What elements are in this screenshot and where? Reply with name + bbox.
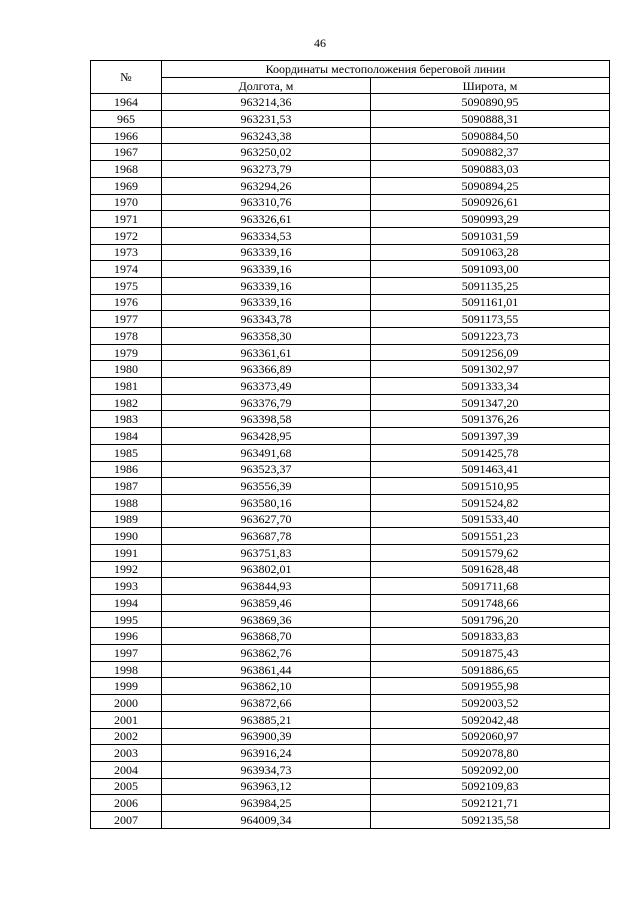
table-row: [91, 378, 610, 395]
cell-latitude: 5090894,25: [371, 177, 610, 194]
header-number: №: [91, 61, 162, 94]
table-row: [91, 661, 610, 678]
cell-number: 2006: [91, 795, 162, 812]
table-row: [91, 294, 610, 311]
cell-longitude: 963580,16: [162, 494, 371, 511]
table-row: [91, 211, 610, 228]
table-header: [91, 61, 610, 94]
cell-latitude: 5091524,82: [371, 494, 610, 511]
table-row: [91, 277, 610, 294]
header-group-coordinates: Координаты местоположения береговой линии: [162, 61, 610, 78]
cell-latitude: 5091628,48: [371, 561, 610, 578]
cell-longitude: 963339,16: [162, 244, 371, 261]
cell-number: 1972: [91, 227, 162, 244]
cell-latitude: 5091302,97: [371, 361, 610, 378]
cell-number: 2005: [91, 778, 162, 795]
cell-longitude: 963859,46: [162, 595, 371, 612]
table-row: [91, 111, 610, 128]
cell-latitude: 5091333,34: [371, 378, 610, 395]
table-row: [91, 127, 610, 144]
cell-longitude: 963885,21: [162, 711, 371, 728]
cell-longitude: 963339,16: [162, 261, 371, 278]
cell-longitude: 963523,37: [162, 461, 371, 478]
table-row: [91, 511, 610, 528]
cell-longitude: 963872,66: [162, 695, 371, 712]
cell-longitude: 963243,38: [162, 127, 371, 144]
cell-number: 1998: [91, 661, 162, 678]
cell-latitude: 5090890,95: [371, 94, 610, 111]
cell-latitude: 5091223,73: [371, 328, 610, 345]
cell-latitude: 5091875,43: [371, 645, 610, 662]
cell-latitude: 5091397,39: [371, 428, 610, 445]
cell-latitude: 5091135,25: [371, 277, 610, 294]
table-row: [91, 244, 610, 261]
table-row: [91, 344, 610, 361]
table-row: [91, 778, 610, 795]
cell-latitude: 5090883,03: [371, 161, 610, 178]
table-row: [91, 695, 610, 712]
header-longitude: Долгота, м: [162, 77, 371, 94]
cell-latitude: 5092078,80: [371, 745, 610, 762]
cell-number: 1981: [91, 378, 162, 395]
table-row: [91, 494, 610, 511]
cell-number: 965: [91, 111, 162, 128]
table-row: [91, 194, 610, 211]
cell-latitude: 5091063,28: [371, 244, 610, 261]
cell-latitude: 5090882,37: [371, 144, 610, 161]
cell-number: 2002: [91, 728, 162, 745]
cell-longitude: 963491,68: [162, 444, 371, 461]
cell-number: 2000: [91, 695, 162, 712]
cell-number: 2003: [91, 745, 162, 762]
cell-latitude: 5091031,59: [371, 227, 610, 244]
table-row: [91, 645, 610, 662]
cell-number: 1969: [91, 177, 162, 194]
cell-longitude: 963376,79: [162, 394, 371, 411]
table-row: [91, 611, 610, 628]
cell-longitude: 963862,76: [162, 645, 371, 662]
table-row: [91, 561, 610, 578]
cell-longitude: 963361,61: [162, 344, 371, 361]
cell-number: 1980: [91, 361, 162, 378]
cell-latitude: 5091463,41: [371, 461, 610, 478]
cell-longitude: 963869,36: [162, 611, 371, 628]
cell-number: 1995: [91, 611, 162, 628]
table-row: [91, 428, 610, 445]
table-row: [91, 678, 610, 695]
cell-longitude: 963214,36: [162, 94, 371, 111]
cell-longitude: 963358,30: [162, 328, 371, 345]
cell-latitude: 5091510,95: [371, 478, 610, 495]
cell-longitude: 963751,83: [162, 544, 371, 561]
cell-number: 1964: [91, 94, 162, 111]
cell-number: 1977: [91, 311, 162, 328]
table-row: [91, 595, 610, 612]
cell-longitude: 963844,93: [162, 578, 371, 595]
cell-latitude: 5091833,83: [371, 628, 610, 645]
cell-longitude: 963250,02: [162, 144, 371, 161]
cell-longitude: 963310,76: [162, 194, 371, 211]
cell-number: 1974: [91, 261, 162, 278]
cell-latitude: 5090993,29: [371, 211, 610, 228]
cell-latitude: 5091796,20: [371, 611, 610, 628]
cell-longitude: 963326,61: [162, 211, 371, 228]
cell-longitude: 963428,95: [162, 428, 371, 445]
table-row: [91, 411, 610, 428]
cell-longitude: 963556,39: [162, 478, 371, 495]
cell-longitude: 963868,70: [162, 628, 371, 645]
cell-number: 1983: [91, 411, 162, 428]
cell-longitude: 963627,70: [162, 511, 371, 528]
cell-longitude: 963373,49: [162, 378, 371, 395]
cell-latitude: 5091173,55: [371, 311, 610, 328]
table-row: [91, 711, 610, 728]
cell-longitude: 963339,16: [162, 277, 371, 294]
table-row: [91, 328, 610, 345]
cell-latitude: 5091347,20: [371, 394, 610, 411]
cell-number: 1976: [91, 294, 162, 311]
cell-latitude: 5091093,00: [371, 261, 610, 278]
header-row-top: [91, 61, 610, 78]
table-row: [91, 811, 610, 828]
table-row: [91, 394, 610, 411]
cell-latitude: 5091551,23: [371, 528, 610, 545]
cell-number: 1993: [91, 578, 162, 595]
cell-latitude: 5092109,83: [371, 778, 610, 795]
table-row: [91, 94, 610, 111]
cell-number: 1994: [91, 595, 162, 612]
cell-longitude: 963802,01: [162, 561, 371, 578]
cell-longitude: 963984,25: [162, 795, 371, 812]
cell-number: 1973: [91, 244, 162, 261]
cell-latitude: 5092135,58: [371, 811, 610, 828]
cell-number: 1996: [91, 628, 162, 645]
cell-longitude: 963916,24: [162, 745, 371, 762]
table-row: [91, 578, 610, 595]
cell-number: 1967: [91, 144, 162, 161]
table-row: [91, 528, 610, 545]
coordinates-table: [90, 60, 610, 829]
page-number: 46: [314, 36, 326, 50]
cell-longitude: 963963,12: [162, 778, 371, 795]
table-body: [91, 94, 610, 828]
cell-longitude: 964009,34: [162, 811, 371, 828]
cell-number: 1991: [91, 544, 162, 561]
table-row: [91, 478, 610, 495]
cell-number: 1997: [91, 645, 162, 662]
cell-longitude: 963231,53: [162, 111, 371, 128]
cell-longitude: 963687,78: [162, 528, 371, 545]
cell-number: 1989: [91, 511, 162, 528]
cell-latitude: 5091955,98: [371, 678, 610, 695]
cell-longitude: 963900,39: [162, 728, 371, 745]
cell-longitude: 963398,58: [162, 411, 371, 428]
cell-number: 1982: [91, 394, 162, 411]
cell-latitude: 5092042,48: [371, 711, 610, 728]
cell-number: 1987: [91, 478, 162, 495]
cell-latitude: 5091748,66: [371, 595, 610, 612]
cell-number: 1966: [91, 127, 162, 144]
cell-latitude: 5091376,26: [371, 411, 610, 428]
cell-number: 1984: [91, 428, 162, 445]
cell-number: 1992: [91, 561, 162, 578]
table-row: [91, 261, 610, 278]
cell-latitude: 5091579,62: [371, 544, 610, 561]
cell-latitude: 5090926,61: [371, 194, 610, 211]
table-row: [91, 227, 610, 244]
cell-latitude: 5091711,68: [371, 578, 610, 595]
cell-longitude: 963334,53: [162, 227, 371, 244]
cell-longitude: 963366,89: [162, 361, 371, 378]
cell-latitude: 5092003,52: [371, 695, 610, 712]
table-row: [91, 177, 610, 194]
cell-number: 1988: [91, 494, 162, 511]
cell-latitude: 5091533,40: [371, 511, 610, 528]
table-row: [91, 444, 610, 461]
cell-number: 2001: [91, 711, 162, 728]
cell-number: 2004: [91, 761, 162, 778]
cell-number: 1986: [91, 461, 162, 478]
table-row: [91, 311, 610, 328]
table-row: [91, 544, 610, 561]
cell-number: 1968: [91, 161, 162, 178]
cell-latitude: 5091161,01: [371, 294, 610, 311]
header-latitude: Широта, м: [371, 77, 610, 94]
cell-number: 1975: [91, 277, 162, 294]
cell-number: 1990: [91, 528, 162, 545]
table-row: [91, 728, 610, 745]
cell-longitude: 963861,44: [162, 661, 371, 678]
cell-number: 2007: [91, 811, 162, 828]
cell-latitude: 5092060,97: [371, 728, 610, 745]
cell-longitude: 963343,78: [162, 311, 371, 328]
cell-number: 1978: [91, 328, 162, 345]
table-row: [91, 461, 610, 478]
cell-number: 1979: [91, 344, 162, 361]
cell-latitude: 5091256,09: [371, 344, 610, 361]
cell-latitude: 5092092,00: [371, 761, 610, 778]
table-row: [91, 628, 610, 645]
cell-longitude: 963862,10: [162, 678, 371, 695]
cell-longitude: 963273,79: [162, 161, 371, 178]
cell-number: 1985: [91, 444, 162, 461]
cell-longitude: 963934,73: [162, 761, 371, 778]
table-row: [91, 144, 610, 161]
table-row: [91, 361, 610, 378]
cell-number: 1970: [91, 194, 162, 211]
cell-latitude: 5090888,31: [371, 111, 610, 128]
header-row-bottom: [91, 77, 610, 94]
cell-longitude: 963339,16: [162, 294, 371, 311]
cell-longitude: 963294,26: [162, 177, 371, 194]
table-row: [91, 795, 610, 812]
cell-latitude: 5091886,65: [371, 661, 610, 678]
cell-latitude: 5091425,78: [371, 444, 610, 461]
cell-number: 1971: [91, 211, 162, 228]
table-row: [91, 745, 610, 762]
cell-latitude: 5090884,50: [371, 127, 610, 144]
cell-number: 1999: [91, 678, 162, 695]
table-row: [91, 761, 610, 778]
table-row: [91, 161, 610, 178]
cell-latitude: 5092121,71: [371, 795, 610, 812]
